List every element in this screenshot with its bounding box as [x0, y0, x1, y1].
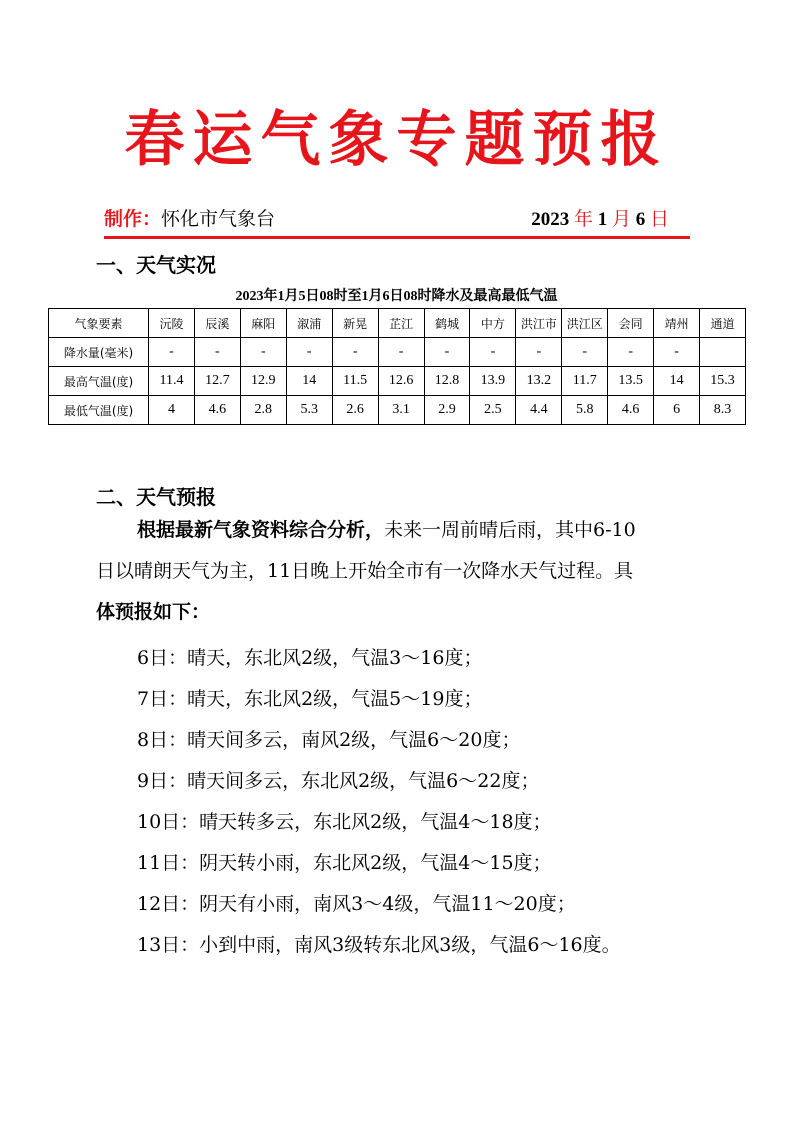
table-row [49, 396, 746, 425]
table-cell: 5.3 [286, 396, 332, 425]
table-cell: 2.8 [240, 396, 286, 425]
table-cell: 12.9 [240, 367, 286, 396]
table-cell: 11.5 [332, 367, 378, 396]
summary-line-1 [96, 510, 702, 551]
observation-table [48, 308, 746, 425]
table-cell: - [470, 338, 516, 367]
table-cell: 2.5 [470, 396, 516, 425]
table-cell: 4.4 [516, 396, 562, 425]
forecast-item: 8日：晴天间多云，南风2级，气温6～20度； [137, 729, 521, 751]
table-cell: - [149, 338, 195, 367]
table-cell: - [516, 338, 562, 367]
table-header-cell: 麻阳 [240, 309, 286, 338]
table-cell: 12.7 [194, 367, 240, 396]
forecast-summary [96, 510, 702, 633]
table-header-cell: 新晃 [332, 309, 378, 338]
table-cell: - [562, 338, 608, 367]
table-cell: - [194, 338, 240, 367]
table-cell: 4 [149, 396, 195, 425]
table-cell: 4.6 [608, 396, 654, 425]
table-row [49, 338, 746, 367]
date-day: 6 [635, 209, 646, 230]
page-title: 春运气象专题预报 [124, 105, 669, 175]
date-year: 2023 [531, 209, 570, 230]
table-cell: 13.2 [516, 367, 562, 396]
section-heading-observation: 一、天气实况 [96, 253, 216, 277]
forecast-item: 9日：晴天间多云，东北风2级，气温6～22度； [137, 770, 540, 792]
maker-name: 怀化市气象台 [161, 208, 276, 230]
table-header-cell: 中方 [470, 309, 516, 338]
forecast-item: 12日：阴天有小雨，南风3～4级，气温11～20度； [137, 893, 576, 915]
table-cell: 5.8 [562, 396, 608, 425]
date-month: 1 [597, 209, 608, 230]
table-cell: 12.8 [424, 367, 470, 396]
table-header-cell: 芷江 [378, 309, 424, 338]
table-cell: - [332, 338, 378, 367]
table-header-row [49, 309, 746, 338]
issue-date [531, 204, 669, 231]
table-cell: - [286, 338, 332, 367]
table-cell [700, 338, 746, 367]
forecast-item: 10日：晴天转多云，东北风2级，气温4～18度； [137, 811, 552, 833]
forecast-item: 6日：晴天，东北风2级，气温3～16度； [137, 647, 483, 669]
table-cell: - [424, 338, 470, 367]
header-divider [104, 236, 690, 239]
table-cell: 14 [286, 367, 332, 396]
table-header-cell: 洪江区 [562, 309, 608, 338]
forecast-item: 7日：晴天，东北风2级，气温5～19度； [137, 688, 483, 710]
table-cell: - [378, 338, 424, 367]
row-label: 最低气温(度) [49, 396, 149, 425]
table-header-cell: 洪江市 [516, 309, 562, 338]
table-cell: 12.6 [378, 367, 424, 396]
row-label: 降水量(毫米) [49, 338, 149, 367]
table-cell: - [240, 338, 286, 367]
table-cell: 14 [654, 367, 700, 396]
table-cell: 11.7 [562, 367, 608, 396]
table-caption: 2023年1月5日08时至1月6日08时降水及最高最低气温 [235, 289, 558, 304]
table-cell: 6 [654, 396, 700, 425]
maker-label: 制作： [104, 208, 162, 230]
table-row [49, 367, 746, 396]
table-cell: 4.6 [194, 396, 240, 425]
summary-lead: 根据最新气象资料综合分析， [137, 519, 385, 541]
row-label: 最高气温(度) [49, 367, 149, 396]
summary-line-3: 体预报如下： [96, 601, 211, 623]
table-header-cell: 鹤城 [424, 309, 470, 338]
table-header-cell: 会同 [608, 309, 654, 338]
table-cell: 11.4 [149, 367, 195, 396]
maker-line [104, 204, 275, 231]
summary-line-1-rest: 未来一周前晴后雨，其中6-10 [384, 519, 636, 541]
forecast-item: 11日：阴天转小雨，东北风2级，气温4～15度； [137, 852, 552, 874]
table-cell: - [654, 338, 700, 367]
table-header-cell: 辰溪 [194, 309, 240, 338]
table-cell: 2.9 [424, 396, 470, 425]
table-cell: 13.5 [608, 367, 654, 396]
forecast-item: 13日：小到中雨，南风3级转东北风3级，气温6～16度。 [137, 934, 621, 956]
date-month-unit: 月 [611, 208, 631, 230]
table-cell: 13.9 [470, 367, 516, 396]
table-cell: - [608, 338, 654, 367]
date-day-unit: 日 [649, 208, 669, 230]
table-cell: 15.3 [700, 367, 746, 396]
table-header-cell: 通道 [700, 309, 746, 338]
table-cell: 3.1 [378, 396, 424, 425]
section-heading-forecast: 二、天气预报 [96, 485, 216, 509]
date-year-unit: 年 [573, 208, 593, 230]
table-header-cell: 靖州 [654, 309, 700, 338]
table-cell: 2.6 [332, 396, 378, 425]
table-cell: 8.3 [700, 396, 746, 425]
summary-line-2: 日以晴朗天气为主，11日晚上开始全市有一次降水天气过程。具 [96, 560, 634, 582]
table-header-cell: 溆浦 [286, 309, 332, 338]
table-header-cell: 气象要素 [49, 309, 149, 338]
table-header-cell: 沅陵 [149, 309, 195, 338]
